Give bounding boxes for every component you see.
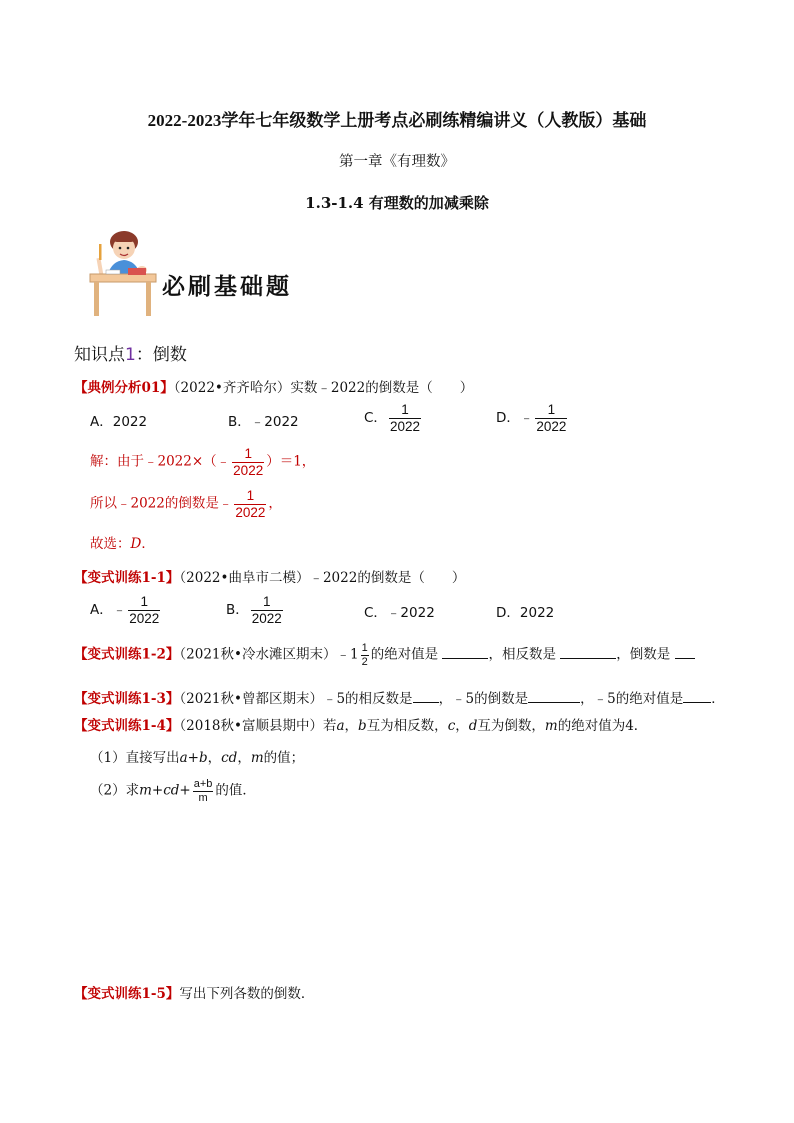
choice-c-fraction: $\frac{1}{2022}$ xyxy=(389,402,420,434)
v11-choice-a: A．﹣ $\frac{1}{2022}$ xyxy=(90,594,160,626)
solution-line-2: 所以﹣2022的倒数是﹣ $\frac{1}{2022}$ ， xyxy=(90,488,282,520)
answer-blank-4[interactable] xyxy=(413,688,439,703)
v14-subquestion-1: （1）直接写出a+b，cd，m的值； xyxy=(90,750,305,766)
kp-number: 1 xyxy=(125,345,136,365)
variant-1-2-tag: 【变式训练1-2】 xyxy=(74,646,180,663)
example-text: （2022•齐齐哈尔）实数﹣2022的倒数是（ ） xyxy=(173,380,474,396)
kp-prefix: 知识点 xyxy=(74,345,125,365)
v11-choice-b: B． $\frac{1}{2022}$ xyxy=(226,594,282,626)
choice-c xyxy=(364,402,423,434)
chapter-title: 第一章《有理数》 xyxy=(339,154,455,170)
section-title: 1.3-1.4 有理数的加减乘除 xyxy=(305,194,489,212)
v11-choice-c: C．﹣2022 xyxy=(364,605,435,621)
v11-choice-a-fraction: $\frac{1}{2022}$ xyxy=(129,594,160,626)
variant-1-3-question: 【变式训练1-3】（2021秋•曾都区期末）﹣5的相反数是 ，﹣5的倒数是 ，﹣5的绝对值是 ． xyxy=(74,688,725,709)
variant-1-4-question: 【变式训练1-4】（2018秋•富顺县期中）若a，b互为相反数，c，d互为倒数，m的绝对值为4． xyxy=(74,718,648,734)
solution-line-3: 故选：D． xyxy=(90,536,155,552)
variant-1-2-question: 【变式训练1-2】（2021秋•冷水滩区期末）﹣1 $\frac{1}{2}$ 的绝对值是 ，相反数是 ，倒数是 xyxy=(74,642,695,668)
variant-1-3-tag: 【变式训练1-3】 xyxy=(74,691,180,707)
solution-fraction-1: $\frac{1}{2022}$ xyxy=(233,446,264,478)
choice-d-fraction: $\frac{1}{2022}$ xyxy=(536,402,567,434)
example-tag: 【典例分析01】 xyxy=(74,380,174,396)
v14-fraction: $\frac{a+b}{m}$ xyxy=(193,778,213,804)
v14-subquestion-2: （2）求m+cd+ $\frac{a+b}{m}$ 的值． xyxy=(90,778,256,804)
example-question xyxy=(74,378,473,398)
v11-choice-d: D．2022 xyxy=(496,605,555,621)
answer-blank-6[interactable] xyxy=(683,688,711,703)
choice-c-label: C． xyxy=(364,410,387,427)
choice-b: B．﹣2022 xyxy=(228,414,299,430)
variant-1-4-tag: 【变式训练1-4】 xyxy=(74,718,180,734)
document-title: 2022-2023学年七年级数学上册考点必刷练精编讲义（人教版）基础 xyxy=(147,111,647,130)
knowledge-point-heading xyxy=(74,340,187,365)
answer-blank-5[interactable] xyxy=(528,688,580,703)
variant-1-1-question: 【变式训练1-1】（2022•曲阜市二模）﹣2022的倒数是（ ） xyxy=(74,570,466,586)
solution-line-1: 解：由于﹣2022×（﹣ $\frac{1}{2022}$ ）＝1， xyxy=(90,446,316,478)
variant-1-5-question: 【变式训练1-5】写出下列各数的倒数． xyxy=(74,986,315,1002)
choice-a: A．2022 xyxy=(90,414,148,430)
v11-choice-b-fraction: $\frac{1}{2022}$ xyxy=(251,594,282,626)
variant-1-1-tag: 【变式训练1-1】 xyxy=(74,570,180,586)
answer-blank-2[interactable] xyxy=(560,644,616,659)
answer-blank-3[interactable] xyxy=(675,644,695,659)
answer-blank-1[interactable] xyxy=(442,644,488,659)
v12-mixed-fraction: $\frac{1}{2}$ xyxy=(361,642,368,668)
banner-title: 必刷基础题 xyxy=(162,273,292,300)
student-at-desk-icon xyxy=(84,228,166,320)
kp-suffix: ：倒数 xyxy=(135,345,187,365)
solution-fraction-2: $\frac{1}{2022}$ xyxy=(235,488,266,520)
variant-1-5-tag: 【变式训练1-5】 xyxy=(74,986,180,1002)
choice-d-label: D． xyxy=(496,410,520,427)
choice-d: D．﹣ $\frac{1}{2022}$ xyxy=(496,402,567,434)
